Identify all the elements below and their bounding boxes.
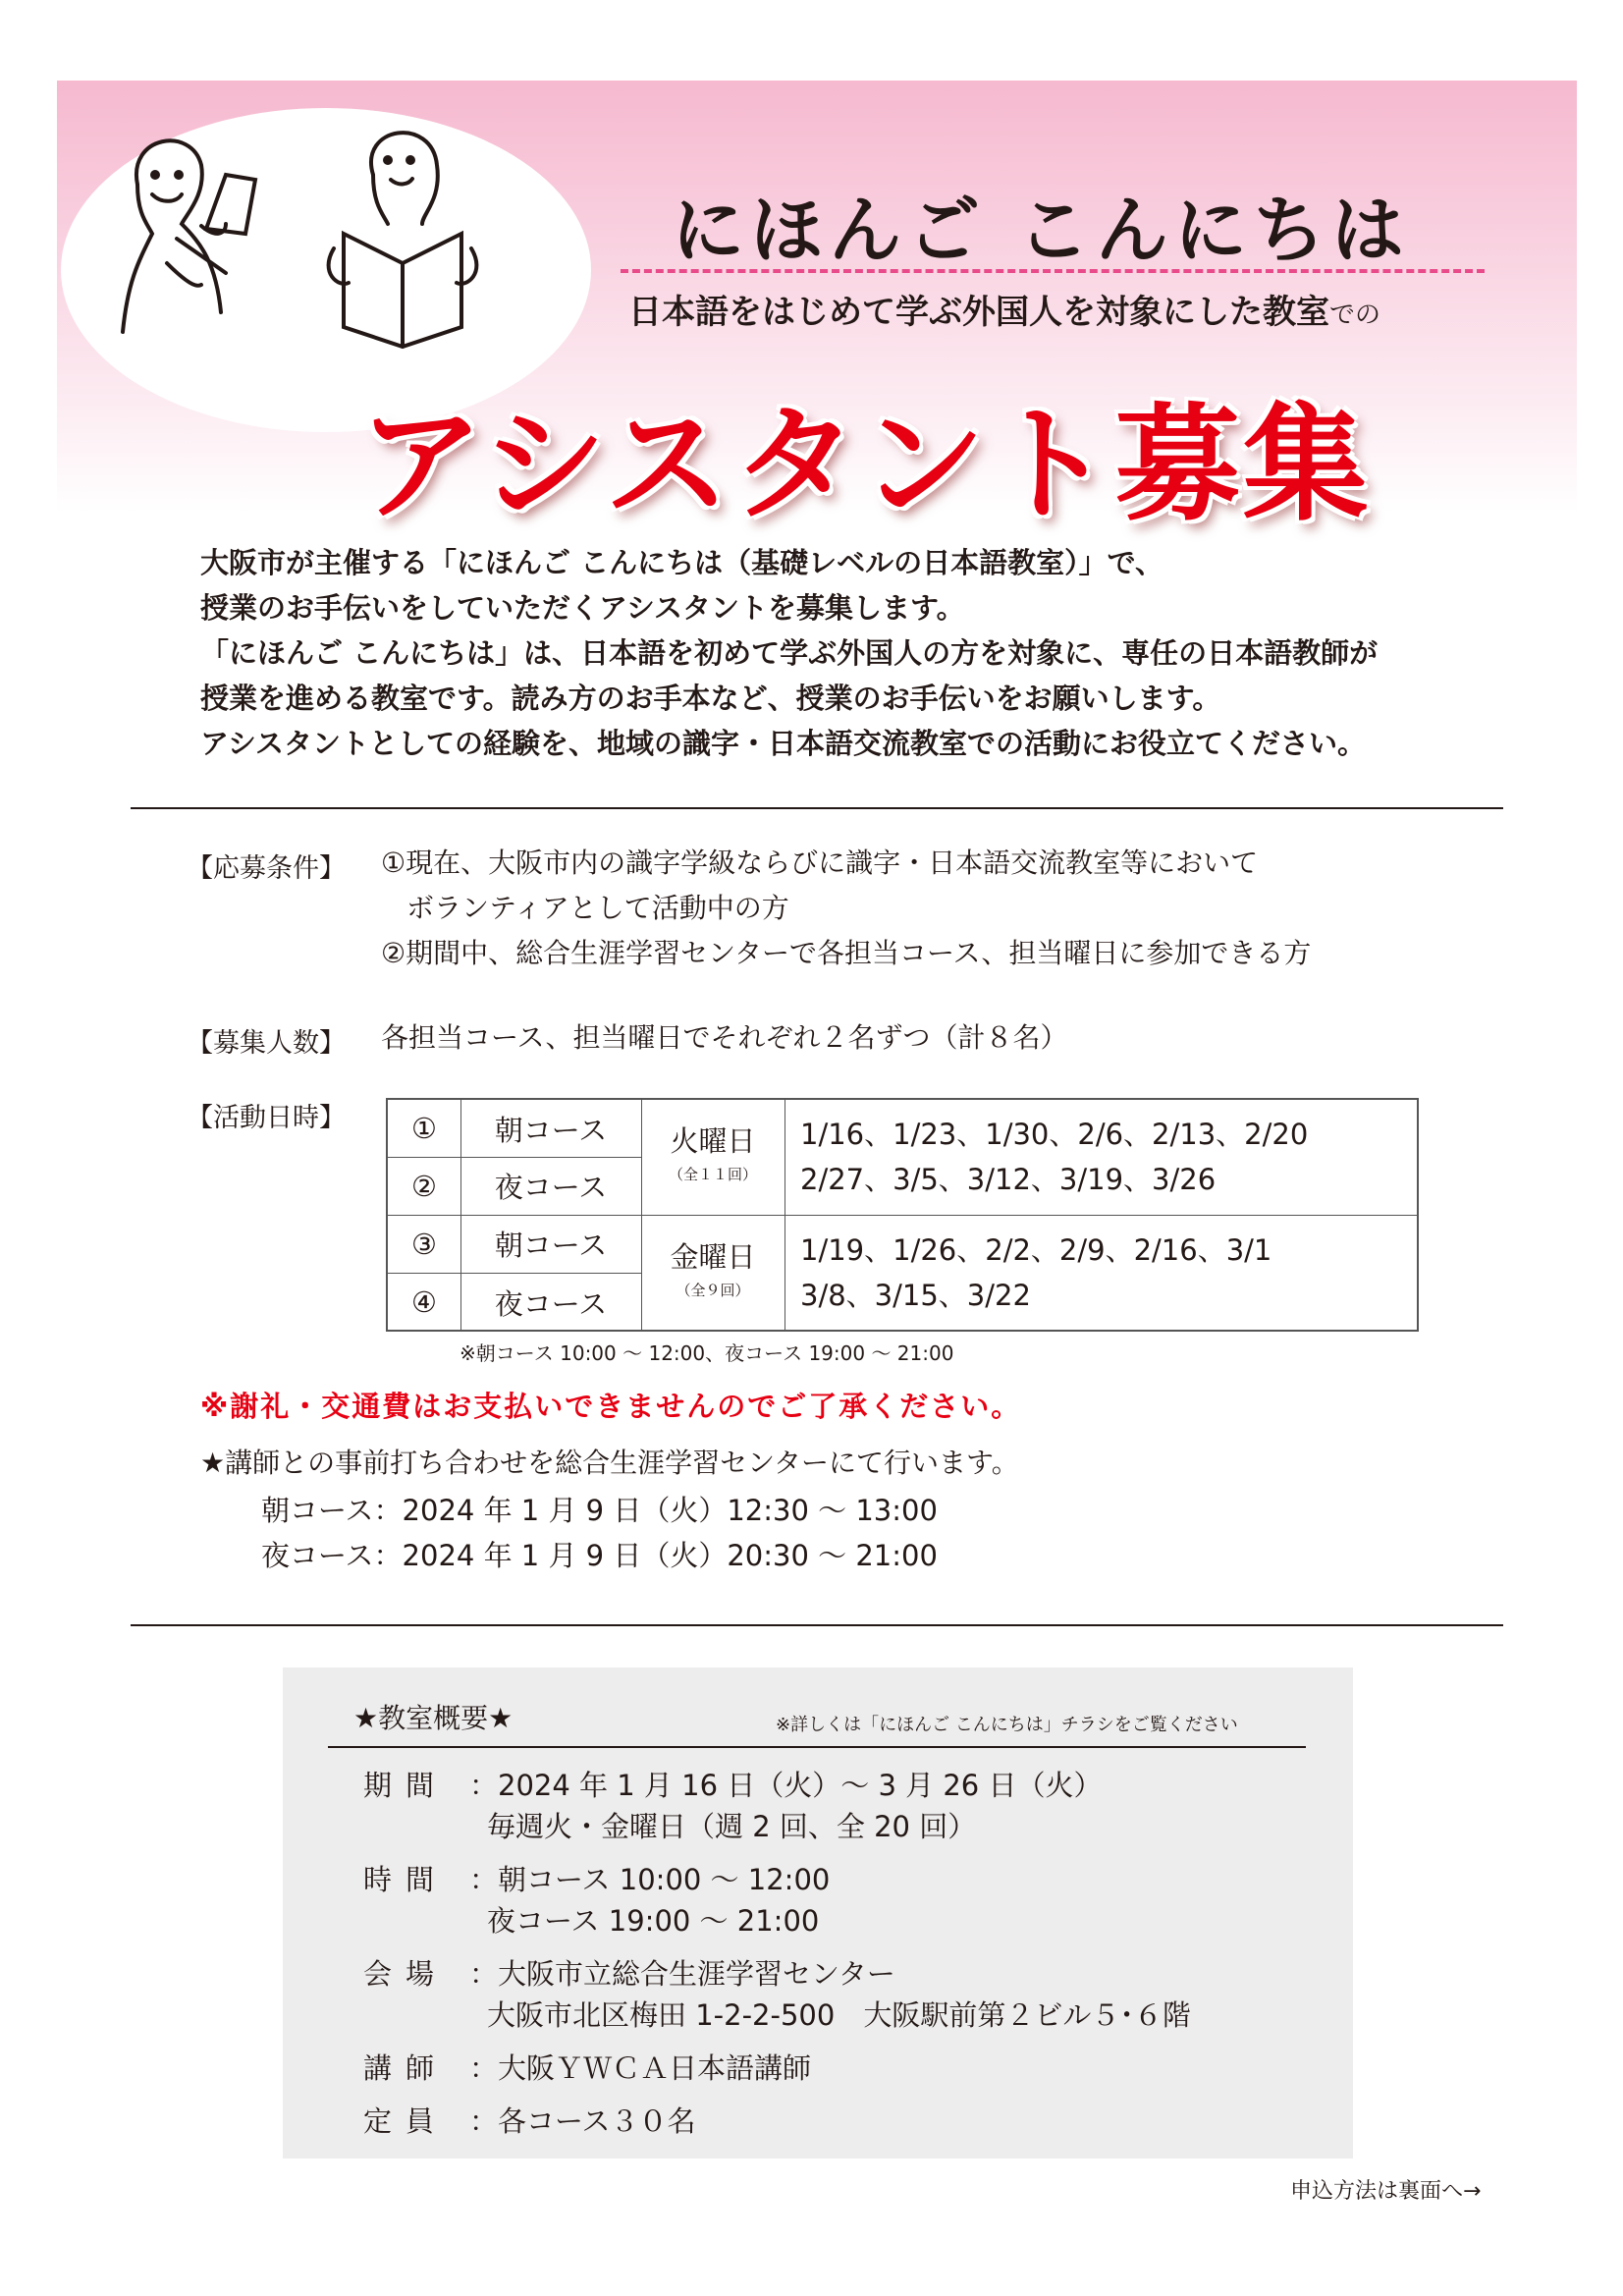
conditions-line-1: ①現在、大阪市内の識字学級ならびに識字・日本語交流教室等において: [381, 847, 1259, 879]
people-reading-illustration: [108, 116, 550, 371]
subtitle-main: 日本語をはじめて学ぶ外国人を対象にした教室: [628, 293, 1329, 332]
recruit-text: 各担当コース、担当曜日でそれぞれ２名ずつ（計８名）: [381, 1021, 1068, 1054]
period-label: 期間: [363, 1769, 449, 1802]
course-time-note: ※朝コース 10:00 ～ 12:00、夜コース 19:00 ～ 21:00: [460, 1341, 954, 1365]
venue-value-1: ：大阪市立総合生涯学習センター: [469, 1957, 895, 1991]
course-name: 夜コース: [494, 1286, 608, 1321]
next-page-note: 申込方法は裏面へ→: [1290, 2179, 1482, 2204]
venue-value-2: 大阪市北区梅田 1-2-2-500 大阪駅前第２ビル５･６階: [487, 1998, 1191, 2032]
intro-line-3: 「にほんご こんにちは」は、日本語を初めて学ぶ外国人の方を対象に、専任の日本語教師が: [200, 636, 1379, 670]
friday-dates-1: 1/19、1/26、2/2、2/9、2/16、3/1: [800, 1232, 1272, 1267]
teacher-label: 講師: [363, 2051, 449, 2085]
teacher-value: ：大阪ＹＷＣＡ日本語講師: [469, 2051, 812, 2085]
overview-title: ★教室概要★: [353, 1702, 514, 1734]
divider-bottom: [131, 1624, 1503, 1626]
tuesday-dates-1: 1/16、1/23、1/30、2/6、2/13、2/20: [800, 1117, 1309, 1151]
payment-notice: ※謝礼・交通費はお支払いできませんのでご了承ください。: [200, 1390, 1022, 1423]
page-title: にほんご こんにちは: [672, 189, 1410, 273]
tuesday-label: 火曜日: [670, 1123, 756, 1158]
friday-count: （全９回）: [676, 1281, 750, 1299]
intro-line-2: 授業のお手伝いをしていただくアシスタントを募集します。: [200, 591, 965, 625]
intro-line-5: アシスタントとしての経験を、地域の識字・日本語交流教室での活動にお役立てください。: [200, 727, 1366, 760]
conditions-line-2: ボランティアとして活動中の方: [406, 892, 789, 924]
course-name: 朝コース: [494, 1229, 608, 1262]
friday-label: 金曜日: [670, 1239, 756, 1274]
page-subtitle: [628, 285, 1512, 333]
schedule-label: 【活動日時】: [187, 1103, 346, 1133]
overview-note: ※詳しくは「にほんご こんにちは」チラシをご覧ください: [776, 1715, 1238, 1735]
tuesday-count: （全１１回）: [668, 1165, 757, 1183]
main-heading: アシスタント募集: [357, 392, 1371, 538]
time-value-2: 夜コース 19:00 ～ 21:00: [487, 1904, 820, 1938]
course-name: 夜コース: [494, 1171, 608, 1204]
conditions-label: 【応募条件】: [187, 853, 346, 884]
meeting-heading: ★講師との事前打ち合わせを総合生涯学習センターにて行います。: [200, 1447, 1019, 1479]
title-dashed-underline: [621, 269, 1485, 273]
capacity-label: 定員: [363, 2105, 449, 2138]
recruit-label: 【募集人数】: [187, 1028, 346, 1059]
venue-label: 会場: [363, 1957, 449, 1991]
meeting-morning: 朝コース：2024 年 1 月 9 日（火）12:30 ～ 13:00: [261, 1494, 938, 1527]
intro-line-4: 授業を進める教室です。読み方のお手本など、授業のお手伝いをお願いします。: [200, 682, 1221, 715]
subtitle-suffix: での: [1329, 301, 1381, 330]
divider-top: [131, 807, 1503, 809]
period-value-2: 毎週火・金曜日（週 2 回、全 20 回）: [487, 1810, 977, 1843]
time-label: 時間: [363, 1863, 449, 1896]
conditions-line-3: ②期間中、総合生涯学習センターで各担当コース、担当曜日に参加できる方: [381, 937, 1312, 969]
friday-cell: [641, 1215, 784, 1332]
row-number: ③: [411, 1227, 437, 1261]
tuesday-cell: [641, 1100, 784, 1215]
period-value-1: ：2024 年 1 月 16 日（火）～ 3 月 26 日（火）: [469, 1769, 1103, 1802]
capacity-value: ：各コース３０名: [469, 2105, 696, 2138]
intro-line-1: 大阪市が主催する「にほんご こんにちは（基礎レベルの日本語教室）」で、: [200, 546, 1164, 579]
time-value-1: ：朝コース 10:00 ～ 12:00: [469, 1863, 831, 1896]
tuesday-dates-2: 2/27、3/5、3/12、3/19、3/26: [800, 1162, 1217, 1196]
row-number: ①: [411, 1112, 437, 1145]
schedule-table: [386, 1098, 1419, 1332]
friday-dates-2: 3/8、3/15、3/22: [800, 1278, 1031, 1312]
row-number: ②: [411, 1169, 437, 1203]
meeting-evening: 夜コース：2024 年 1 月 9 日（火）20:30 ～ 21:00: [261, 1539, 938, 1572]
row-number: ④: [411, 1285, 437, 1319]
overview-rule: [328, 1746, 1306, 1748]
course-name: 朝コース: [494, 1113, 608, 1147]
